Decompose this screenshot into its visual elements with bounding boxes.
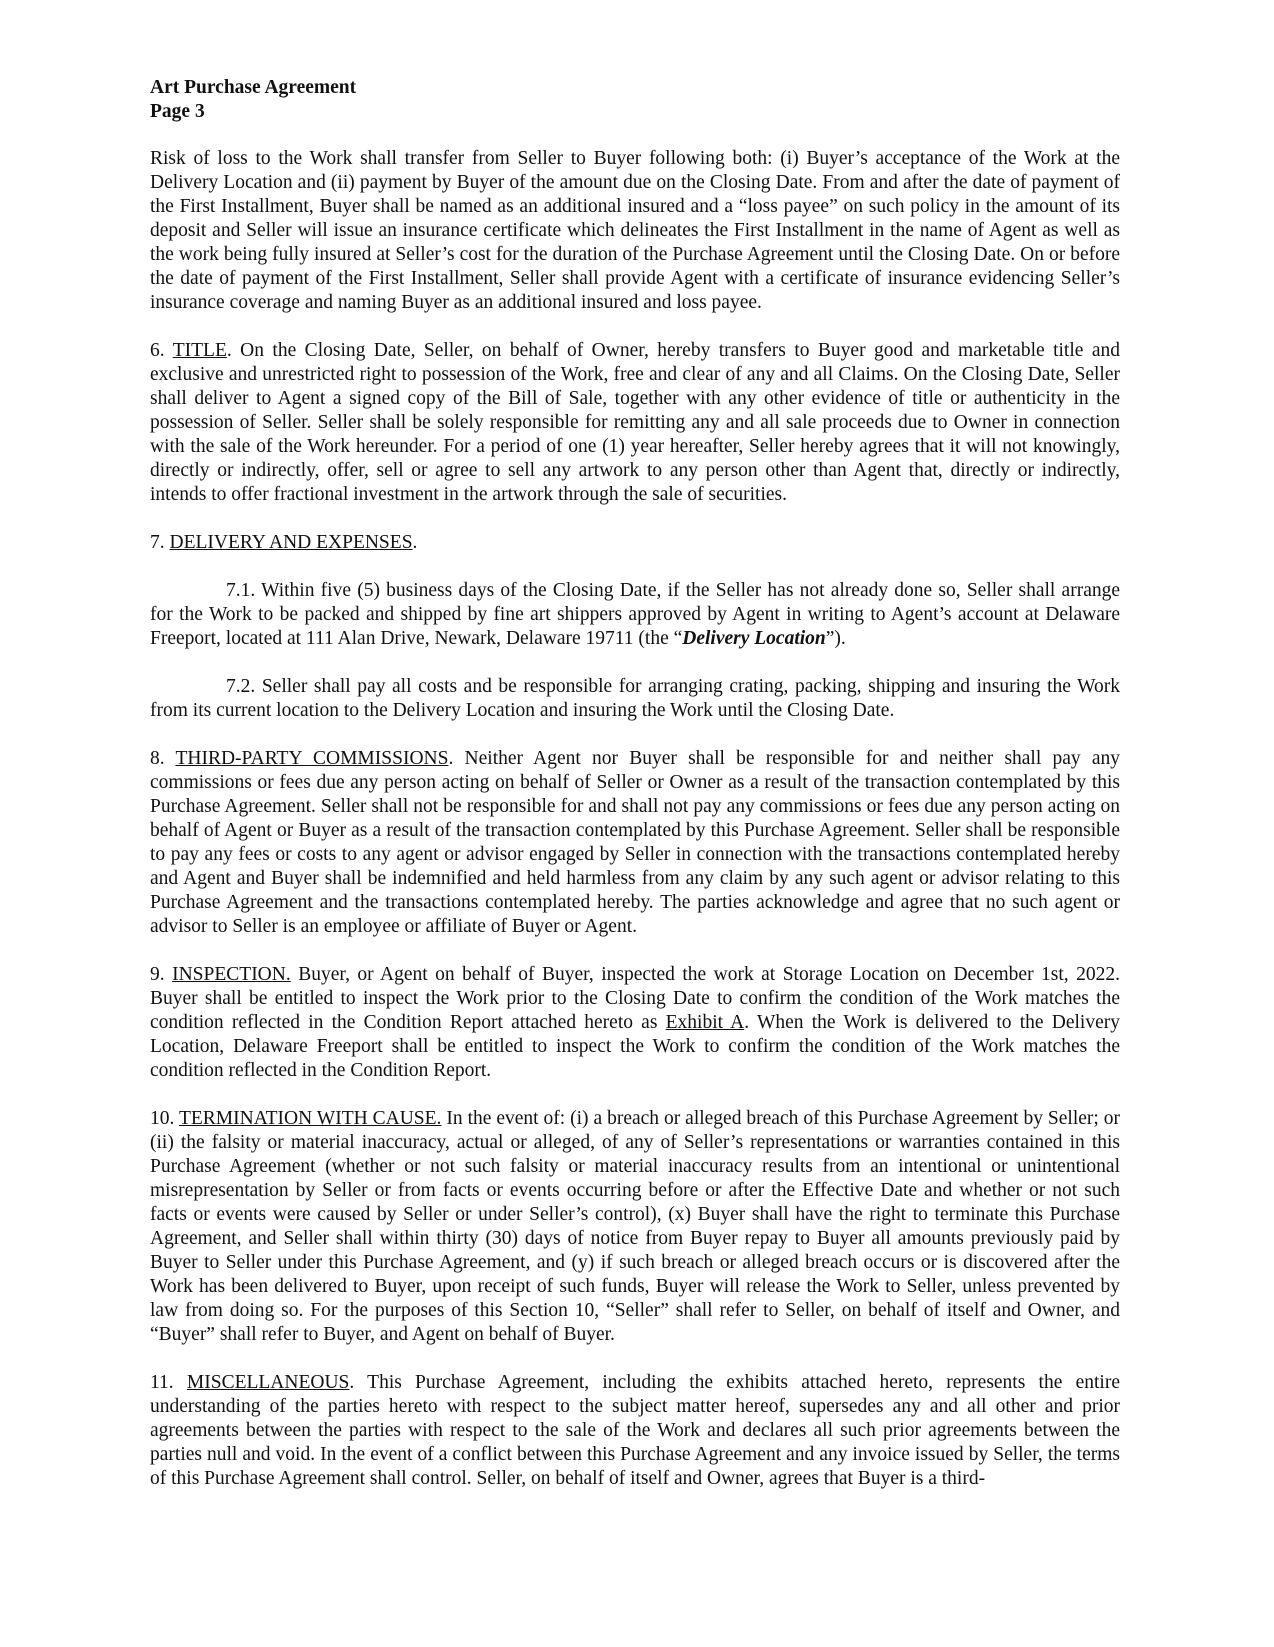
section-7-number: 7. bbox=[150, 532, 165, 553]
page-number: Page 3 bbox=[150, 101, 205, 122]
section-6-title bbox=[150, 339, 1120, 507]
section-8-heading: THIRD-PARTY COMMISSIONS bbox=[175, 748, 449, 769]
section-9-inspection bbox=[150, 963, 1120, 1083]
section-11-miscellaneous bbox=[150, 1371, 1120, 1491]
section-6-body: . On the Closing Date, Seller, on behalf of Owner, hereby transfers to Buyer good and marketable title and exclusive and unrestricted right to possession of the Work, free and clear of any and all Claims. On the Closing Date, Seller shall deliver to Agent a signed copy of the Bill of Sale, together with any other evidence of title or authenticity in the possession of Seller. Seller shall be solely responsible for remitting any and all sale proceeds due to Owner in connection with the sale of the Work hereunder. For a period of one (1) year hereafter, Seller hereby agrees that it will not knowingly, directly or indirectly, offer, sell or agree to sell any artwork to any person other than Agent that, directly or indirectly, intends to offer fractional investment in the artwork through the sale of securities. bbox=[150, 340, 1120, 505]
section-10-termination bbox=[150, 1107, 1120, 1347]
section-8-commissions bbox=[150, 747, 1120, 939]
section-11-heading: MISCELLANEOUS bbox=[186, 1372, 350, 1393]
section-7-heading: DELIVERY AND EXPENSES bbox=[169, 532, 413, 553]
section-7-2: 7.2. Seller shall pay all costs and be responsible for arranging crating, packing, shipping and insuring the Work from its current location to the Delivery Location and insuring the Work until the Closing Date. bbox=[150, 676, 1120, 721]
section-8-body: . Neither Agent nor Buyer shall be responsible for and neither shall pay any commissions or fees due any person acting on behalf of Seller or Owner as a result of the transaction contemplated by this Purchase Agreement. Seller shall not be responsible for and shall not pay any commissions or fees due any person acting on behalf of Agent or Buyer as a result of the transaction contemplated by this Purchase Agreement. Seller shall be responsible to pay any fees or costs to any agent or advisor engaged by Seller in connection with the transactions contemplated hereby and Agent and Buyer shall be indemnified and held harmless from any claim by any such agent or advisor relating to this Purchase Agreement and the transactions contemplated hereby. The parties acknowledge and agree that no such agent or advisor to Seller is an employee or affiliate of Buyer or Agent. bbox=[150, 748, 1120, 937]
section-6-heading: TITLE bbox=[172, 340, 227, 361]
section-7-1-text: 7.1. Within five (5) business days of the Closing Date, if the Seller has not already done so, Seller shall arrange for the Work to be packed and shipped by fine art shippers approved by Agent in writing to Agent’s account at Delaware Freeport, located at 111 Alan Drive, Newark, Delaware 19711 (the “ bbox=[150, 580, 1120, 649]
section-7-period: . bbox=[412, 532, 418, 553]
section-7-delivery bbox=[150, 531, 1120, 555]
section-11-body: . This Purchase Agreement, including the exhibits attached hereto, represents the entire understanding of the parties hereto with respect to the subject matter hereof, supersedes any and all other and prior agreements between the parties with respect to the sale of the Work and declares all such prior agreements between the parties null and void. In the event of a conflict between this Purchase Agreement and any invoice issued by Seller, the terms of this Purchase Agreement shall control. Seller, on behalf of itself and Owner, agrees that Buyer is a third- bbox=[150, 1372, 1120, 1489]
document-page bbox=[150, 76, 1120, 1515]
section-7-1 bbox=[150, 579, 1120, 651]
risk-of-loss-paragraph: Risk of loss to the Work shall transfer from Seller to Buyer following both: (i) Buyer’s acceptance of the Work at the Delivery Location and (ii) payment by Buyer of the amount due on the Closing Date. From and after the date of payment of the First Installment, Buyer shall be named as an additional insured and a “loss payee” on such policy in the amount of its deposit and Seller will issue an insurance certificate which delineates the First Installment in the name of Agent as well as the work being fully insured at Seller’s cost for the duration of the Purchase Agreement until the Closing Date. On or before the date of payment of the First Installment, Seller shall provide Agent with a certificate of insurance evidencing Seller’s insurance coverage and naming Buyer as an additional insured and loss payee. bbox=[150, 148, 1120, 313]
section-9-number: 9. bbox=[150, 964, 165, 985]
section-10-body: In the event of: (i) a breach or alleged breach of this Purchase Agreement by Seller; or (ii) the falsity or material inaccuracy, actual or alleged, of any of Seller’s representations or warranties contained in this Purchase Agreement (whether or not such falsity or material inaccuracy results from an intentional or unintentional misrepresentation by Seller or from facts or events occurring before or after the Effective Date and whether or not such facts or events were caused by Seller or under Seller’s control), (x) Buyer shall have the right to terminate this Purchase Agreement, and Seller shall within thirty (30) days of notice from Buyer repay to Buyer all amounts previously paid by Buyer to Seller under this Purchase Agreement, and (y) if such breach or alleged breach occurs or is discovered after the Work has been delivered to Buyer, upon receipt of such funds, Buyer will release the Work to Seller, unless prevented by law from doing so. For the purposes of this Section 10, “Seller” shall refer to Seller, on behalf of itself and Owner, and “Buyer” shall refer to Buyer, and Agent on behalf of Buyer. bbox=[150, 1108, 1120, 1345]
section-6-number: 6. bbox=[150, 340, 165, 361]
section-8-number: 8. bbox=[150, 748, 165, 769]
section-11-number: 11. bbox=[150, 1372, 174, 1393]
document-title: Art Purchase Agreement bbox=[150, 77, 357, 98]
section-9-body-b: . When the Work is delivered to the Delivery Location, Delaware Freeport shall be entitled to inspect the Work to confirm the condition of the Work matches the condition reflected in the Condition Report. bbox=[150, 1012, 1121, 1081]
section-9-heading: INSPECTION. bbox=[172, 964, 291, 985]
section-10-number: 10. bbox=[150, 1108, 175, 1129]
section-10-heading: TERMINATION WITH CAUSE. bbox=[178, 1108, 442, 1129]
delivery-location-term: Delivery Location bbox=[682, 628, 826, 649]
section-9-body-a: Buyer, or Agent on behalf of Buyer, inspected the work at Storage Location on December 1st, 2022. Buyer shall be entitled to inspect the Work prior to the Closing Date to confirm the condition of the Work matches the condition reflected in the Condition Report attached hereto as bbox=[150, 964, 1121, 1033]
exhibit-a-reference: Exhibit A bbox=[665, 1012, 745, 1033]
section-7-1-close: ”). bbox=[825, 628, 846, 649]
